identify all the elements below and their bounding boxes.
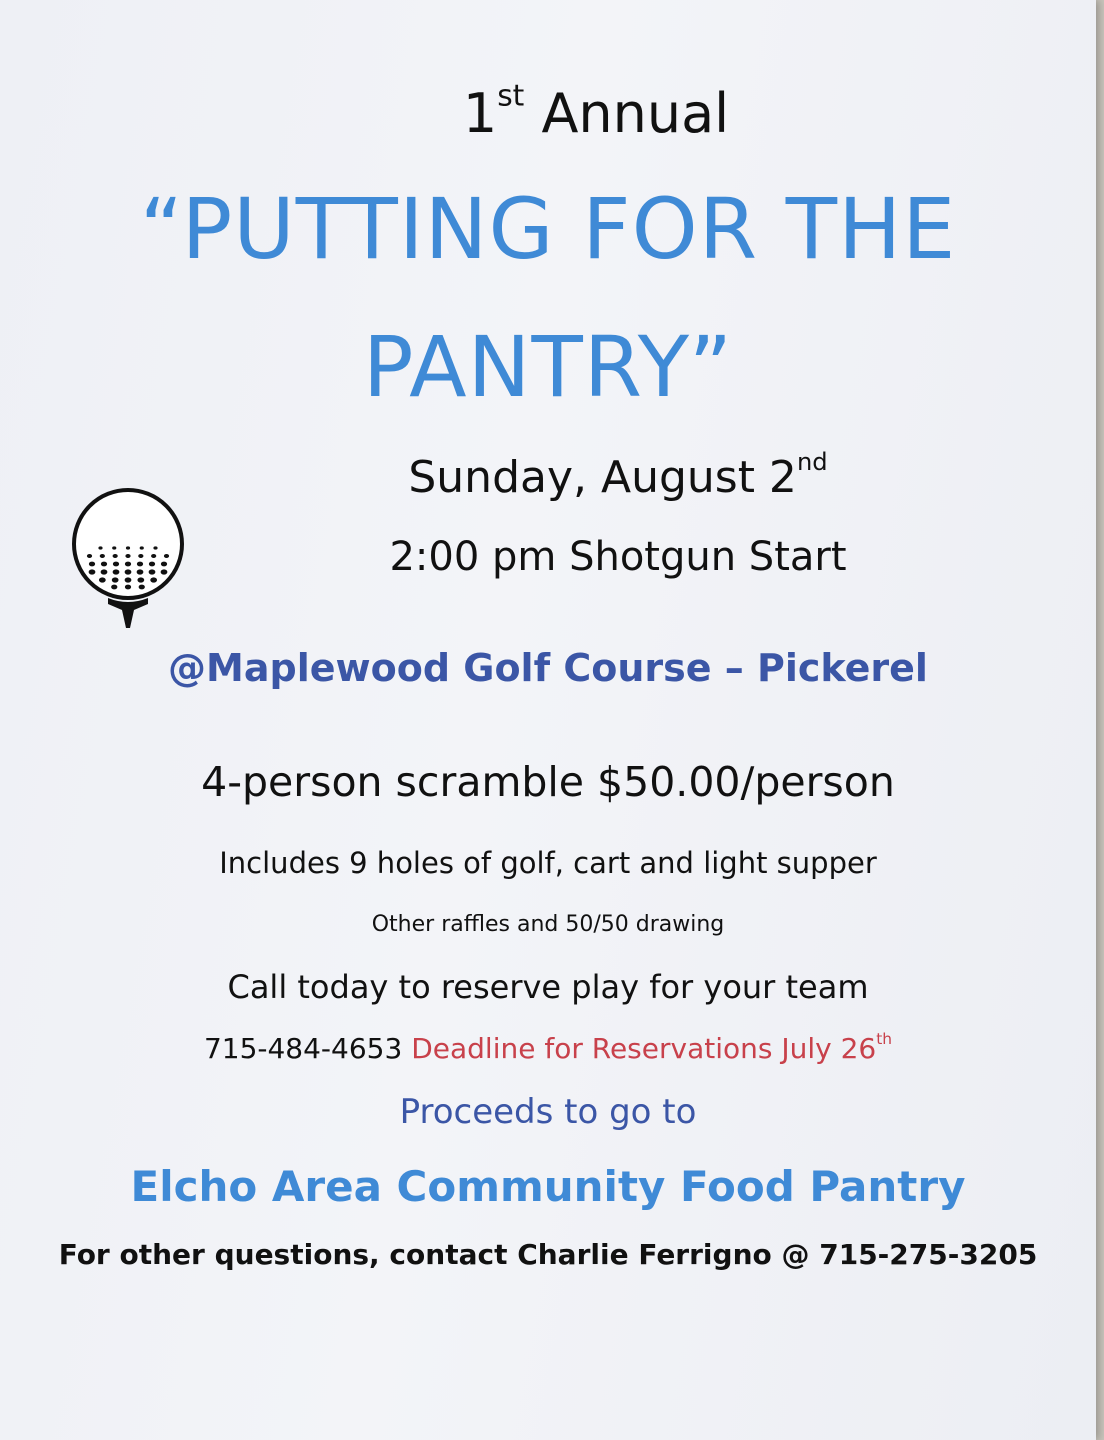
dimple [113,569,120,574]
dimple [111,585,117,590]
dimple [151,554,156,558]
dimple [139,585,145,590]
event-title-line-1: “PUTTING FOR THE [139,180,957,278]
dimple [150,577,157,582]
annual-heading [48,78,1104,145]
dimple [140,546,144,549]
dimple [125,554,130,558]
venue: @Maplewood Golf Course – Pickerel [168,646,928,690]
dimple [125,562,131,567]
dimple [100,554,105,558]
dimple [101,569,108,574]
raffles-text: Other raffles and 50/50 drawing [371,912,725,937]
dimple [89,562,95,567]
dimple [161,562,167,567]
annual-word: Annual [524,82,730,145]
event-time: 2:00 pm Shotgun Start [389,534,847,580]
dimple [98,546,102,549]
contact-info: For other questions, contact Charlie Ferrigno @ 715-275-3205 [58,1238,1038,1271]
reservation-line [0,1032,1096,1065]
annual-ordinal-suffix: st [497,78,525,114]
dimple [161,569,168,574]
dimple [87,554,92,558]
annual-number: 1 [462,82,498,145]
dimple [137,577,144,582]
dimple [126,546,130,549]
dimple [149,562,155,567]
deadline-suffix: th [876,1030,893,1049]
dimple [164,554,169,558]
dimple [113,554,118,558]
dimple [149,569,156,574]
deadline-text [411,1032,892,1065]
dimple [101,562,107,567]
deadline-label: Deadline for Reservations July 26 [411,1032,877,1065]
dimple [125,585,131,590]
dimple [125,569,132,574]
dimple [112,577,119,582]
event-title-line-2: PANTRY” [362,318,734,416]
proceeds-text: Proceeds to go to [399,1092,697,1132]
dimple [153,546,157,549]
dimple [112,546,116,549]
event-date-suffix: nd [796,448,828,477]
dimple [113,562,119,567]
dimple [99,577,106,582]
event-date [70,448,1104,503]
dimple [89,569,96,574]
dimple [137,569,144,574]
dimple [137,562,143,567]
beneficiary-name: Elcho Area Community Food Pantry [130,1162,966,1211]
includes-text: Includes 9 holes of golf, cart and light supper [219,846,877,880]
call-to-action: Call today to reserve play for your team [227,968,869,1006]
event-date-text: Sunday, August 2 [408,452,797,503]
golf-ball-on-tee-icon [68,486,188,636]
dimple [125,577,132,582]
dimple [138,554,143,558]
reservation-phone: 715-484-4653 [203,1032,403,1065]
scramble-price: 4-person scramble $50.00/person [201,758,895,806]
